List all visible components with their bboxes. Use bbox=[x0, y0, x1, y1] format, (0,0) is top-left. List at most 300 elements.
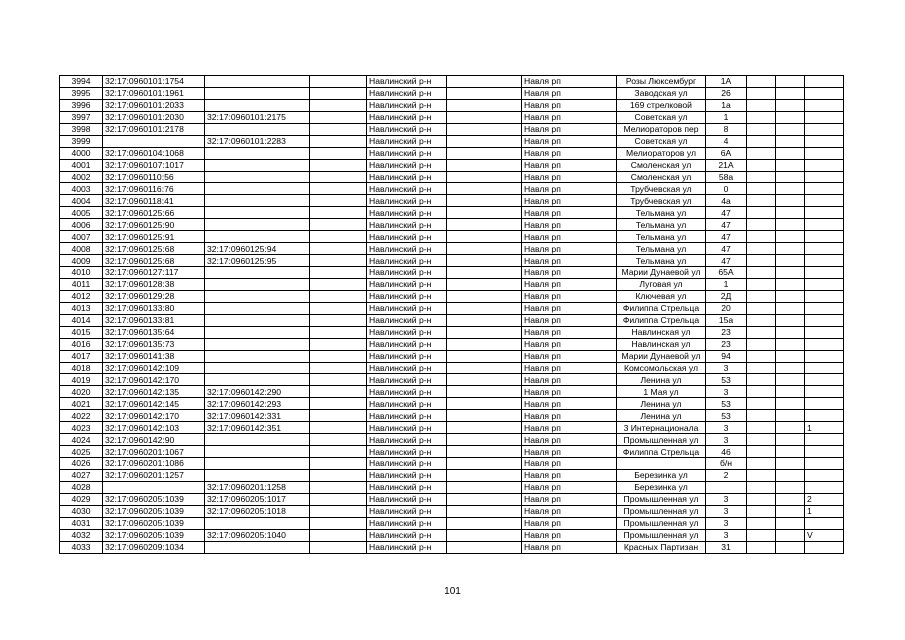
table-cell: 4025 bbox=[60, 446, 103, 458]
table-cell bbox=[447, 410, 522, 422]
table-row bbox=[60, 207, 844, 219]
table-cell bbox=[747, 219, 776, 231]
table-cell: Навлинский р-н bbox=[367, 302, 447, 314]
table-cell: 53 bbox=[706, 398, 747, 410]
table-cell: 32:17:0960135:64 bbox=[103, 326, 205, 338]
table-cell: Навлинский р-н bbox=[367, 87, 447, 99]
table-cell bbox=[310, 87, 367, 99]
table-cell bbox=[747, 434, 776, 446]
table-cell bbox=[747, 290, 776, 302]
table-cell: Навлинский р-н bbox=[367, 267, 447, 279]
table-cell bbox=[805, 231, 844, 243]
table-cell bbox=[310, 183, 367, 195]
table-cell bbox=[747, 458, 776, 470]
table-cell bbox=[805, 99, 844, 111]
table-cell bbox=[776, 255, 805, 267]
table-cell: 32:17:0960142:145 bbox=[103, 398, 205, 410]
table-cell: 4021 bbox=[60, 398, 103, 410]
table-cell: 32:17:0960128:38 bbox=[103, 278, 205, 290]
table-cell bbox=[805, 446, 844, 458]
table-cell: Навля рп bbox=[522, 505, 617, 517]
table-cell bbox=[776, 529, 805, 541]
table-cell: 4015 bbox=[60, 326, 103, 338]
table-cell bbox=[776, 446, 805, 458]
table-row bbox=[60, 338, 844, 350]
table-cell bbox=[776, 422, 805, 434]
table-cell: Комсомольская ул bbox=[617, 362, 706, 374]
table-cell bbox=[447, 422, 522, 434]
table-cell: 4018 bbox=[60, 362, 103, 374]
table-cell: 4001 bbox=[60, 159, 103, 171]
table-cell: 169 стрелковой bbox=[617, 99, 706, 111]
table-row bbox=[60, 469, 844, 481]
table-cell bbox=[205, 99, 310, 111]
table-cell bbox=[805, 469, 844, 481]
table-cell bbox=[747, 541, 776, 553]
table-cell bbox=[776, 135, 805, 147]
table-cell: 32:17:0960125:68 bbox=[103, 243, 205, 255]
table-cell: 3998 bbox=[60, 123, 103, 135]
table-cell bbox=[447, 326, 522, 338]
table-cell: Навля рп bbox=[522, 159, 617, 171]
table-cell bbox=[205, 231, 310, 243]
table-cell: 2 bbox=[805, 493, 844, 505]
table-cell bbox=[805, 147, 844, 159]
table-row bbox=[60, 481, 844, 493]
table-cell: Навлинский р-н bbox=[367, 219, 447, 231]
table-cell bbox=[205, 159, 310, 171]
table-cell bbox=[310, 111, 367, 123]
table-cell: 1а bbox=[706, 99, 747, 111]
table-cell bbox=[747, 171, 776, 183]
table-cell: Навля рп bbox=[522, 338, 617, 350]
table-cell bbox=[747, 529, 776, 541]
table-cell bbox=[747, 338, 776, 350]
table-cell bbox=[805, 362, 844, 374]
table-cell: 2 bbox=[706, 469, 747, 481]
table-cell bbox=[776, 171, 805, 183]
table-cell bbox=[747, 314, 776, 326]
table-cell bbox=[205, 326, 310, 338]
table-cell: 32:17:0960125:68 bbox=[103, 255, 205, 267]
table-cell: 0 bbox=[706, 183, 747, 195]
table-row bbox=[60, 350, 844, 362]
table-cell bbox=[747, 350, 776, 362]
table-cell bbox=[776, 481, 805, 493]
table-cell: Советская ул bbox=[617, 135, 706, 147]
table-cell: Тельмана ул bbox=[617, 243, 706, 255]
table-cell: 4007 bbox=[60, 231, 103, 243]
table-cell bbox=[776, 302, 805, 314]
table-cell bbox=[310, 398, 367, 410]
table-cell bbox=[447, 302, 522, 314]
table-cell: 47 bbox=[706, 207, 747, 219]
table-cell: 47 bbox=[706, 243, 747, 255]
table-cell bbox=[776, 243, 805, 255]
table-cell bbox=[805, 219, 844, 231]
table-cell: Навля рп bbox=[522, 398, 617, 410]
table-cell: 4010 bbox=[60, 267, 103, 279]
table-cell bbox=[776, 362, 805, 374]
table-cell: 4020 bbox=[60, 386, 103, 398]
table-cell: 3 bbox=[706, 493, 747, 505]
table-cell: Марии Дунаевой ул bbox=[617, 267, 706, 279]
table-cell bbox=[805, 278, 844, 290]
table-cell: Березинка ул bbox=[617, 469, 706, 481]
table-cell: Филиппа Стрельца bbox=[617, 446, 706, 458]
table-cell: 4011 bbox=[60, 278, 103, 290]
table-cell bbox=[447, 458, 522, 470]
table-cell: Марии Дунаевой ул bbox=[617, 350, 706, 362]
table-cell: Навля рп bbox=[522, 422, 617, 434]
table-cell bbox=[205, 290, 310, 302]
table-row bbox=[60, 87, 844, 99]
table-cell: Навлинский р-н bbox=[367, 446, 447, 458]
table-cell: 4 bbox=[706, 135, 747, 147]
table-row bbox=[60, 362, 844, 374]
table-cell: 4000 bbox=[60, 147, 103, 159]
table-cell: Тельмана ул bbox=[617, 219, 706, 231]
table-cell bbox=[776, 147, 805, 159]
table-cell: 4022 bbox=[60, 410, 103, 422]
table-cell bbox=[805, 481, 844, 493]
table-row bbox=[60, 255, 844, 267]
table-cell bbox=[776, 350, 805, 362]
table-cell: 3 bbox=[706, 505, 747, 517]
table-row bbox=[60, 123, 844, 135]
table-cell bbox=[310, 374, 367, 386]
table-cell: Филиппа Стрельца bbox=[617, 314, 706, 326]
table-cell: Навля рп bbox=[522, 183, 617, 195]
table-cell bbox=[747, 135, 776, 147]
table-cell bbox=[310, 493, 367, 505]
table-cell: 4027 bbox=[60, 469, 103, 481]
table-cell bbox=[447, 541, 522, 553]
table-cell bbox=[747, 469, 776, 481]
table-row bbox=[60, 290, 844, 302]
table-cell bbox=[747, 255, 776, 267]
table-cell bbox=[776, 410, 805, 422]
table-cell bbox=[447, 529, 522, 541]
table-cell bbox=[310, 517, 367, 529]
table-cell bbox=[447, 123, 522, 135]
table-cell: Навля рп bbox=[522, 493, 617, 505]
table-cell bbox=[776, 159, 805, 171]
table-cell: 32:17:0960141:38 bbox=[103, 350, 205, 362]
table-cell: Трубчевская ул bbox=[617, 183, 706, 195]
table-cell: Навлинский р-н bbox=[367, 76, 447, 88]
table-cell bbox=[447, 446, 522, 458]
table-cell: 20 bbox=[706, 302, 747, 314]
table-cell bbox=[205, 267, 310, 279]
table-cell: 32:17:0960205:1039 bbox=[103, 517, 205, 529]
table-cell bbox=[447, 469, 522, 481]
table-cell bbox=[310, 458, 367, 470]
table-cell bbox=[805, 135, 844, 147]
table-cell: 32:17:0960116:76 bbox=[103, 183, 205, 195]
table-cell bbox=[747, 195, 776, 207]
table-cell: 32:17:0960142:103 bbox=[103, 422, 205, 434]
table-cell bbox=[776, 123, 805, 135]
table-cell bbox=[447, 171, 522, 183]
table-cell: Навля рп bbox=[522, 255, 617, 267]
table-cell: Навля рп bbox=[522, 147, 617, 159]
table-cell bbox=[776, 469, 805, 481]
table-row bbox=[60, 231, 844, 243]
table-cell bbox=[805, 338, 844, 350]
table-cell: 32:17:0960205:1018 bbox=[205, 505, 310, 517]
table-cell bbox=[447, 314, 522, 326]
table-cell bbox=[447, 255, 522, 267]
table-cell bbox=[747, 446, 776, 458]
table-cell bbox=[310, 267, 367, 279]
table-cell: Навлинский р-н bbox=[367, 195, 447, 207]
table-cell bbox=[103, 135, 205, 147]
table-cell: 32:17:0960118:41 bbox=[103, 195, 205, 207]
table-cell: 32:17:0960142:109 bbox=[103, 362, 205, 374]
table-cell bbox=[747, 99, 776, 111]
table-cell: 32:17:0960205:1039 bbox=[103, 529, 205, 541]
table-cell: 94 bbox=[706, 350, 747, 362]
table-cell bbox=[776, 505, 805, 517]
table-cell bbox=[447, 481, 522, 493]
table-cell: 4а bbox=[706, 195, 747, 207]
table-cell bbox=[747, 267, 776, 279]
table-cell: Навля рп bbox=[522, 529, 617, 541]
table-cell bbox=[310, 446, 367, 458]
table-row bbox=[60, 529, 844, 541]
table-cell: 32:17:0960201:1257 bbox=[103, 469, 205, 481]
table-cell bbox=[205, 147, 310, 159]
table-cell bbox=[747, 493, 776, 505]
table-cell bbox=[776, 338, 805, 350]
table-cell bbox=[310, 469, 367, 481]
table-cell bbox=[310, 76, 367, 88]
table-cell bbox=[310, 219, 367, 231]
table-cell bbox=[776, 386, 805, 398]
table-cell: 1 Мая ул bbox=[617, 386, 706, 398]
table-cell: Навля рп bbox=[522, 350, 617, 362]
table-cell: Навлинский р-н bbox=[367, 350, 447, 362]
table-cell: Луговая ул bbox=[617, 278, 706, 290]
table-cell bbox=[747, 147, 776, 159]
table-cell: Советская ул bbox=[617, 111, 706, 123]
table-cell bbox=[205, 458, 310, 470]
table-cell: Навля рп bbox=[522, 87, 617, 99]
table-cell: Навлинский р-н bbox=[367, 326, 447, 338]
table-cell: Навля рп bbox=[522, 123, 617, 135]
table-cell bbox=[776, 207, 805, 219]
table-cell bbox=[776, 290, 805, 302]
table-row bbox=[60, 111, 844, 123]
table-cell bbox=[776, 434, 805, 446]
table-cell: Навля рп bbox=[522, 290, 617, 302]
table-cell bbox=[447, 505, 522, 517]
table-body bbox=[60, 76, 844, 554]
table-cell: Навлинский р-н bbox=[367, 493, 447, 505]
table-cell bbox=[310, 529, 367, 541]
table-cell bbox=[447, 374, 522, 386]
table-cell bbox=[747, 517, 776, 529]
table-cell: 4029 bbox=[60, 493, 103, 505]
table-cell: 3 bbox=[706, 529, 747, 541]
table-cell bbox=[310, 195, 367, 207]
table-cell: Навля рп bbox=[522, 135, 617, 147]
table-cell bbox=[310, 171, 367, 183]
table-cell: V bbox=[805, 529, 844, 541]
table-cell: Навлинский р-н bbox=[367, 410, 447, 422]
table-cell: Навля рп bbox=[522, 386, 617, 398]
table-cell bbox=[310, 326, 367, 338]
table-cell: 32:17:0960142:170 bbox=[103, 410, 205, 422]
table-row bbox=[60, 159, 844, 171]
table-cell bbox=[310, 505, 367, 517]
table-cell bbox=[776, 541, 805, 553]
table-cell bbox=[747, 159, 776, 171]
table-cell: 4006 bbox=[60, 219, 103, 231]
table-cell bbox=[447, 135, 522, 147]
table-row bbox=[60, 195, 844, 207]
table-row bbox=[60, 135, 844, 147]
table-cell: Смоленская ул bbox=[617, 171, 706, 183]
table-cell: 32:17:0960142:90 bbox=[103, 434, 205, 446]
table-cell: Красных Партизан bbox=[617, 541, 706, 553]
table-cell: Тельмана ул bbox=[617, 231, 706, 243]
table-cell bbox=[447, 183, 522, 195]
table-cell: Навля рп bbox=[522, 278, 617, 290]
table-cell bbox=[447, 362, 522, 374]
table-cell bbox=[310, 481, 367, 493]
table-cell bbox=[776, 267, 805, 279]
table-cell: 32:17:0960107:1017 bbox=[103, 159, 205, 171]
table-cell: Навлинский р-н bbox=[367, 147, 447, 159]
table-cell bbox=[310, 386, 367, 398]
table-cell: Промышленная ул bbox=[617, 493, 706, 505]
table-cell: 3996 bbox=[60, 99, 103, 111]
table-cell: Навля рп bbox=[522, 362, 617, 374]
table-cell: 58а bbox=[706, 171, 747, 183]
table-cell: 23 bbox=[706, 326, 747, 338]
table-cell: Навля рп bbox=[522, 207, 617, 219]
table-row bbox=[60, 374, 844, 386]
table-cell: 4009 bbox=[60, 255, 103, 267]
table-cell bbox=[805, 314, 844, 326]
table-cell bbox=[205, 123, 310, 135]
table-cell bbox=[310, 362, 367, 374]
table-cell bbox=[805, 541, 844, 553]
table-cell bbox=[447, 147, 522, 159]
table-cell bbox=[747, 207, 776, 219]
table-row bbox=[60, 314, 844, 326]
table-row bbox=[60, 171, 844, 183]
table-cell: Ленина ул bbox=[617, 398, 706, 410]
table-cell: Ленина ул bbox=[617, 374, 706, 386]
table-cell bbox=[776, 87, 805, 99]
table-cell: 4031 bbox=[60, 517, 103, 529]
table-cell bbox=[776, 183, 805, 195]
table-cell: Розы Люксембург bbox=[617, 76, 706, 88]
table-row bbox=[60, 410, 844, 422]
table-cell bbox=[776, 219, 805, 231]
table-cell: 3 bbox=[706, 362, 747, 374]
table-cell: Ленина ул bbox=[617, 410, 706, 422]
table-cell: 1 bbox=[706, 278, 747, 290]
table-cell: Заводская ул bbox=[617, 87, 706, 99]
table-cell: Филиппа Стрельца bbox=[617, 302, 706, 314]
table-cell: Навля рп bbox=[522, 446, 617, 458]
table-cell bbox=[310, 278, 367, 290]
table-cell bbox=[776, 195, 805, 207]
table-cell bbox=[205, 434, 310, 446]
table-row bbox=[60, 434, 844, 446]
table-cell bbox=[747, 410, 776, 422]
cadastral-register-table bbox=[59, 75, 844, 554]
table-row bbox=[60, 326, 844, 338]
table-cell bbox=[805, 434, 844, 446]
table-cell bbox=[805, 87, 844, 99]
table-cell bbox=[747, 505, 776, 517]
table-cell: Навлинский р-н bbox=[367, 338, 447, 350]
table-cell: Навлинский р-н bbox=[367, 243, 447, 255]
table-cell: 32:17:0960135:73 bbox=[103, 338, 205, 350]
table-cell: 3 bbox=[706, 434, 747, 446]
table-cell bbox=[205, 207, 310, 219]
table-cell bbox=[805, 386, 844, 398]
table-cell: Промышленная ул bbox=[617, 517, 706, 529]
table-cell: Навля рп bbox=[522, 243, 617, 255]
table-cell: 4030 bbox=[60, 505, 103, 517]
table-cell: Навлинский р-н bbox=[367, 99, 447, 111]
table-cell: 32:17:0960133:81 bbox=[103, 314, 205, 326]
table-cell bbox=[205, 171, 310, 183]
table-cell: 8 bbox=[706, 123, 747, 135]
table-cell bbox=[747, 231, 776, 243]
table-cell: 4028 bbox=[60, 481, 103, 493]
table-cell: 31 bbox=[706, 541, 747, 553]
table-cell bbox=[805, 517, 844, 529]
table-cell: 47 bbox=[706, 255, 747, 267]
table-cell bbox=[447, 159, 522, 171]
table-cell: 32:17:0960110:56 bbox=[103, 171, 205, 183]
table-cell bbox=[205, 446, 310, 458]
table-cell: 32:17:0960133:80 bbox=[103, 302, 205, 314]
table-cell bbox=[776, 493, 805, 505]
table-cell: Навлинский р-н bbox=[367, 171, 447, 183]
table-cell: Навлинский р-н bbox=[367, 541, 447, 553]
table-cell: 32:17:0960101:2033 bbox=[103, 99, 205, 111]
table-cell: 53 bbox=[706, 374, 747, 386]
table-cell: Березинка ул bbox=[617, 481, 706, 493]
table-cell: 15а bbox=[706, 314, 747, 326]
table-cell bbox=[747, 398, 776, 410]
table-cell: 3995 bbox=[60, 87, 103, 99]
table-cell: Навля рп bbox=[522, 99, 617, 111]
table-cell: 1А bbox=[706, 76, 747, 88]
table-cell bbox=[805, 410, 844, 422]
table-cell bbox=[776, 326, 805, 338]
table-cell: 32:17:0960205:1040 bbox=[205, 529, 310, 541]
table-cell bbox=[747, 87, 776, 99]
table-cell bbox=[805, 350, 844, 362]
table-cell: 4017 bbox=[60, 350, 103, 362]
table-cell bbox=[205, 469, 310, 481]
table-cell: Навля рп bbox=[522, 219, 617, 231]
table-cell: Навля рп bbox=[522, 314, 617, 326]
table-cell bbox=[205, 541, 310, 553]
table-row bbox=[60, 422, 844, 434]
table-cell bbox=[103, 481, 205, 493]
table-cell bbox=[205, 278, 310, 290]
